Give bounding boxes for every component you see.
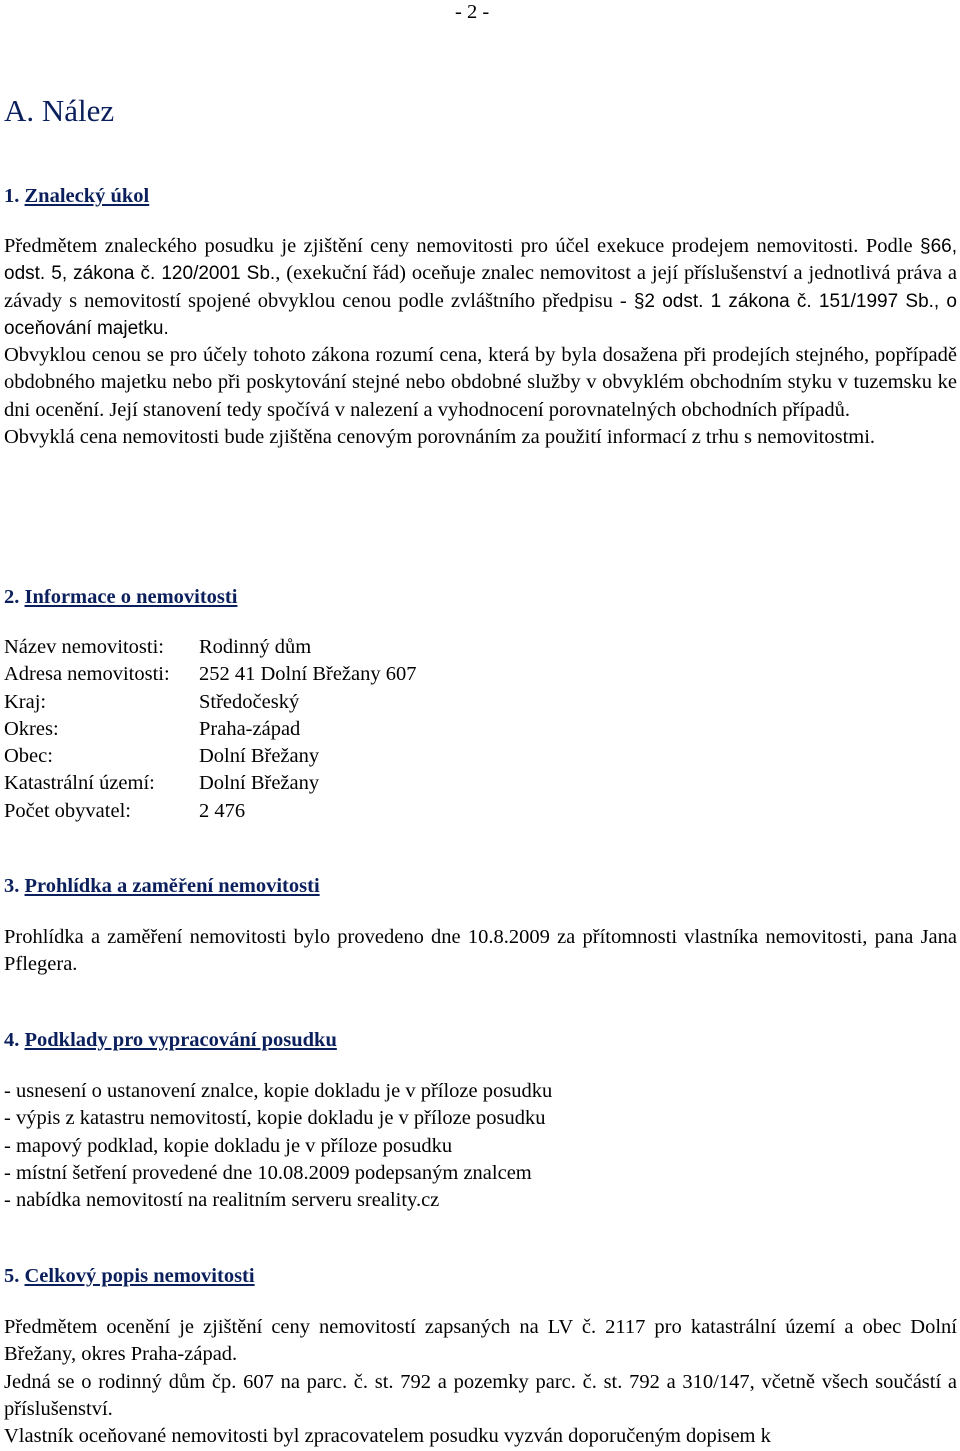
sources-list: [4, 1078, 957, 1214]
section-5-heading: [4, 1264, 957, 1288]
page-number: - 2 -: [455, 1, 490, 23]
info-label: Katastrální území:: [4, 772, 155, 795]
section-3-heading-text: Prohlídka a zaměření nemovitosti: [24, 875, 320, 897]
section-4-number: 4.: [4, 1029, 20, 1051]
info-label: Obec:: [4, 745, 53, 768]
info-label: Okres:: [4, 717, 59, 740]
info-label: Kraj:: [4, 690, 47, 713]
para-law-ref: §2 odst. 1 zákona č. 151/1997 Sb., o oceňování majetku.: [4, 290, 957, 339]
section-1-number: 1.: [4, 185, 20, 207]
info-row: [4, 689, 957, 716]
property-info-table: [4, 634, 957, 825]
para-law-ref: §66, odst. 5, zákona č. 120/2001 Sb.: [4, 236, 957, 285]
section-3-paragraph: Prohlídka a zaměření nemovitosti bylo provedeno dne 10.8.2009 za přítomnosti vlastníka nemovitosti, pana Jana Pflegera.: [4, 926, 957, 976]
section-4-heading: [4, 1028, 957, 1052]
info-value: 2 476: [199, 799, 246, 822]
info-row: [4, 798, 957, 825]
para-text: , (exekuční řád) oceňuje znalec nemovitost a její příslušenství a jednotlivá práva a závady s nemovitostí spojené obvyklou cenou podle zvláštního předpisu -: [4, 262, 957, 312]
list-item: - usnesení o ustanovení znalce, kopie dokladu je v příloze posudku: [4, 1080, 553, 1102]
info-value: Rodinný dům: [199, 636, 312, 658]
info-label: Adresa nemovitosti:: [4, 663, 170, 686]
para-text: Předmětem znaleckého posudku je zjištění ceny nemovitosti pro účel exekuce prodejem nemovitosti. Podle: [4, 235, 921, 257]
section-1-heading: [4, 184, 957, 208]
info-value: 252 41 Dolní Břežany 607: [199, 663, 417, 686]
list-item: - nabídka nemovitostí na realitním serveru sreality.cz: [4, 1189, 440, 1212]
list-item: - mapový podklad, kopie dokladu je v příloze posudku: [4, 1134, 453, 1157]
section-2-number: 2.: [4, 586, 20, 608]
section-1-paragraph-1: [4, 233, 957, 342]
section-2-heading: [4, 585, 957, 609]
info-value: Středočeský: [199, 690, 300, 713]
section-1-heading-text: Znalecký úkol: [24, 185, 150, 207]
info-row: [4, 661, 957, 688]
info-row: [4, 716, 957, 743]
info-row: [4, 634, 957, 661]
info-label: Počet obyvatel:: [4, 799, 131, 822]
section-2-heading-text: Informace o nemovitosti: [24, 586, 238, 608]
section-5-number: 5.: [4, 1265, 20, 1287]
info-value: Dolní Břežany: [199, 772, 320, 795]
info-row: [4, 743, 957, 770]
section-5-body: [4, 1314, 957, 1450]
section-1-paragraph-3: Obvyklá cena nemovitosti bude zjištěna cenovým porovnáním za použití informací z trhu s nemovitostmi.: [4, 426, 876, 449]
info-value: Dolní Břežany: [199, 745, 320, 768]
list-item: - výpis z katastru nemovitostí, kopie dokladu je v příloze posudku: [4, 1107, 546, 1130]
section-1-paragraph-2: Obvyklou cenou se pro účely tohoto zákona rozumí cena, která by byla dosažena při prodejích stejného, popřípadě obdobného majetku nebo při poskytování stejné nebo obdobné služby v obvyklém obchodním styku v tuzemsku ke dni ocenění. Její stanovení tedy spočívá v nalezení a vyhodnocení porovnatelných obchodních případů.: [4, 344, 957, 421]
info-value: Praha-západ: [199, 717, 301, 740]
section-1-body: [4, 233, 957, 451]
section-5-heading-text: Celkový popis nemovitosti: [24, 1265, 255, 1287]
list-item: - místní šetření provedené dne 10.08.2009 podepsaným znalcem: [4, 1161, 532, 1184]
section-title: A. Nález: [4, 93, 115, 128]
section-3-heading: [4, 874, 957, 898]
info-label: Název nemovitosti:: [4, 636, 164, 658]
section-5-paragraph-2: Jedná se o rodinný dům čp. 607 na parc. č. st. 792 a pozemky parc. č. st. 792 a 310/147, včetně všech součástí a příslušenství.: [4, 1370, 957, 1420]
section-3-number: 3.: [4, 875, 20, 897]
section-4-heading-text: Podklady pro vypracování posudku: [24, 1029, 337, 1051]
section-3-body: [4, 924, 957, 979]
section-5-paragraph-3: Vlastník oceňované nemovitosti byl zpracovatelem posudku vyzván doporučeným dopisem k: [4, 1425, 771, 1448]
section-5-paragraph-1: Předmětem ocenění je zjištění ceny nemovitostí zapsaných na LV č. 2117 pro katastrální území a obec Dolní Břežany, okres Praha-západ.: [4, 1316, 957, 1366]
info-row: [4, 770, 957, 797]
